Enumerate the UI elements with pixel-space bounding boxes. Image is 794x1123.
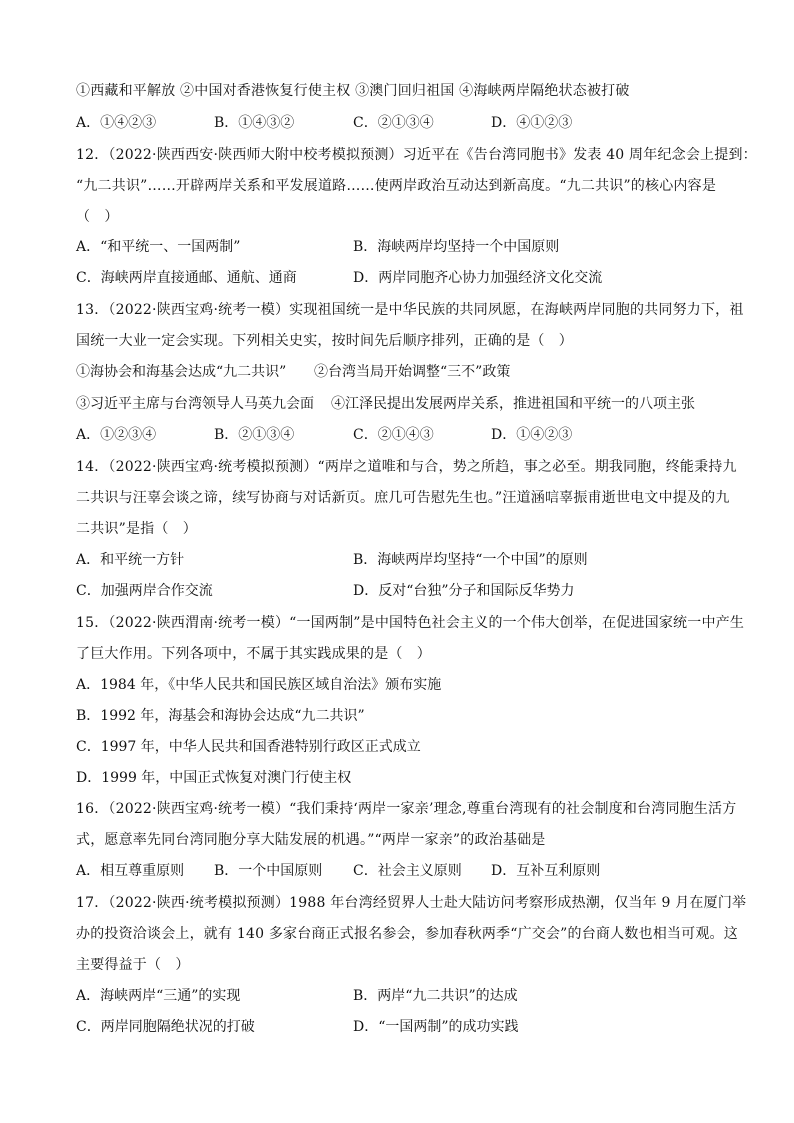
q12-option-c: C．海峡两岸直接通邮、通航、通商 bbox=[76, 270, 297, 286]
q16-stem-line1: 16．（2022·陕西宝鸡·统考一模）“我们秉持‘两岸一家亲’理念,尊重台湾现有的社会制度和台湾同胞生活方 bbox=[76, 801, 737, 817]
q12-stem-line1: 12．（2022·陕西西安·陕西师大附中校考模拟预测）习近平在《告台湾同胞书》发表 40 周年纪念会上提到： bbox=[76, 147, 757, 163]
q12-option-d: D．两岸同胞齐心协力加强经济文化交流 bbox=[353, 270, 603, 286]
q17-option-b: B．两岸“九二共识”的达成 bbox=[353, 988, 518, 1004]
q16-option-a: A．相互尊重原则 bbox=[76, 863, 185, 879]
q11-option-c: C．②①③④ bbox=[353, 115, 434, 131]
q17-stem-line3: 主要得益于（ ） bbox=[76, 957, 190, 973]
q11-option-b: B．①④③② bbox=[214, 115, 295, 131]
q11-option-a: A．①④②③ bbox=[76, 115, 157, 131]
q13-option-b: B．②①③④ bbox=[214, 427, 295, 443]
q13-stem-line1: 13．（2022·陕西宝鸡·统考一模）实现祖国统一是中华民族的共同夙愿，在海峡两岸同胞的共同努力下，祖 bbox=[76, 302, 744, 318]
q13-item-3: ③习近平主席与台湾领导人马英九会面 bbox=[76, 396, 314, 412]
q12-stem-line3: （ ） bbox=[76, 209, 119, 225]
q13-option-a: A．①②③④ bbox=[76, 427, 157, 443]
q13-option-d: D．①④②③ bbox=[491, 427, 573, 443]
q13-stem-line2: 国统一大业一定会实现。下列相关史实，按时间先后顺序排列，正确的是（ ） bbox=[76, 333, 573, 349]
q14-option-d: D．反对“台独”分子和国际反华势力 bbox=[353, 583, 575, 599]
q16-stem-line2: 式，愿意率先同台湾同胞分享大陆发展的机遇。”“两岸一家亲”的政治基础是 bbox=[76, 832, 546, 848]
q15-option-a: A．1984 年，《中华人民共和国民族区域自治法》颁布实施 bbox=[76, 677, 442, 693]
q13-option-c: C．②①④③ bbox=[353, 427, 434, 443]
q13-item-1: ①海协会和海基会达成“九二共识” bbox=[76, 364, 287, 380]
q14-stem-line3: 二共识”是指（ ） bbox=[76, 521, 197, 537]
q14-option-b: B．海峡两岸均坚持“一个中国”的原则 bbox=[353, 552, 588, 568]
q14-option-a: A．和平统一方针 bbox=[76, 552, 185, 568]
q13-item-4: ④江泽民提出发展两岸关系，推进祖国和平统一的八项主张 bbox=[331, 396, 695, 412]
q11-option-d: D．④①②③ bbox=[491, 115, 573, 131]
q16-option-d: D．互补互利原则 bbox=[491, 863, 601, 879]
q15-option-d: D．1999 年，中国正式恢复对澳门行使主权 bbox=[76, 770, 352, 786]
q17-option-a: A．海峡两岸“三通”的实现 bbox=[76, 988, 241, 1004]
q15-stem-line2: 了巨大作用。下列各项中，不属于其实践成果的是（ ） bbox=[76, 646, 431, 662]
q15-option-c: C．1997 年，中华人民共和国香港特别行政区正式成立 bbox=[76, 739, 421, 755]
q17-option-d: D．“一国两制”的成功实践 bbox=[353, 1019, 519, 1035]
q17-option-c: C．两岸同胞隔绝状况的打破 bbox=[76, 1019, 255, 1035]
q11-items: ①西藏和平解放 ②中国对香港恢复行使主权 ③澳门回归祖国 ④海峡两岸隔绝状态被打破 bbox=[76, 83, 630, 99]
q14-stem-line2: 二共识与汪辜会谈之谛，续写协商与对话新页。庶几可告慰先生也。”汪道涵唁辜振甫逝世电文中提及的九 bbox=[76, 490, 730, 506]
q15-option-b: B．1992 年，海基会和海协会达成“九二共识” bbox=[76, 708, 365, 724]
q12-option-a: A．“和平统一、一国两制” bbox=[76, 239, 241, 255]
q17-stem-line2: 办的投资洽谈会上，就有 140 多家台商正式报名参会，参加春秋两季“广交会”的台商人数也相当可观。这 bbox=[76, 926, 738, 942]
q16-option-b: B．一个中国原则 bbox=[214, 863, 323, 879]
q15-stem-line1: 15．（2022·陕西渭南·统考一模）“一国两制”是中国特色社会主义的一个伟大创举，在促进国家统一中产生 bbox=[76, 615, 745, 631]
q12-stem-line2: “九二共识”……开辟两岸关系和平发展道路……使两岸政治互动达到新高度。“九二共识”的核心内容是 bbox=[76, 178, 717, 194]
q12-option-b: B．海峡两岸均坚持一个中国原则 bbox=[353, 239, 560, 255]
q17-stem-line1: 17．（2022·陕西·统考模拟预测）1988 年台湾经贸界人士赴大陆访问考察形成热潮，仅当年 9 月在厦门举 bbox=[76, 895, 747, 911]
q16-option-c: C．社会主义原则 bbox=[353, 863, 462, 879]
q14-stem-line1: 14．（2022·陕西宝鸡·统考模拟预测）“两岸之道唯和与合，势之所趋，事之必至。期我同胞，终能秉持九 bbox=[76, 459, 737, 475]
q14-option-c: C．加强两岸合作交流 bbox=[76, 583, 213, 599]
q13-item-2: ②台湾当局开始调整“三不”政策 bbox=[314, 364, 511, 380]
